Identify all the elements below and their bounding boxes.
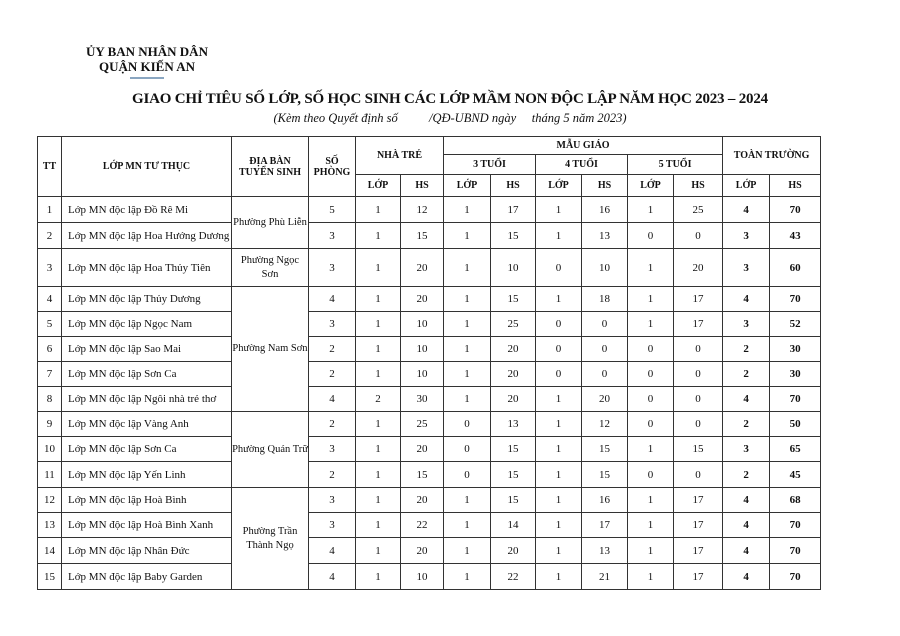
cell-tot-lop: 4 bbox=[723, 513, 770, 538]
header-kindergarten: MẪU GIÁO bbox=[444, 137, 723, 155]
cell-tot-hs: 70 bbox=[770, 564, 821, 590]
table-row bbox=[38, 337, 821, 362]
issuing-agency bbox=[62, 44, 232, 79]
cell-t5-hs: 17 bbox=[674, 564, 723, 590]
cell-t3-hs: 25 bbox=[491, 312, 536, 337]
cell-t5-hs: 17 bbox=[674, 287, 723, 312]
cell-nt-hs: 15 bbox=[401, 223, 444, 249]
cell-tot-lop: 4 bbox=[723, 564, 770, 590]
cell-t4-hs: 20 bbox=[582, 387, 628, 412]
cell-t4-lop: 1 bbox=[536, 287, 582, 312]
cell-tt: 8 bbox=[38, 387, 62, 412]
cell-t3-lop: 1 bbox=[444, 538, 491, 564]
cell-t3-hs: 15 bbox=[491, 223, 536, 249]
cell-tt: 4 bbox=[38, 287, 62, 312]
cell-nt-hs: 10 bbox=[401, 362, 444, 387]
cell-t3-lop: 1 bbox=[444, 197, 491, 223]
cell-t3-lop: 1 bbox=[444, 337, 491, 362]
header-class-name: LỚP MN TƯ THỤC bbox=[62, 137, 232, 197]
cell-nt-lop: 1 bbox=[356, 312, 401, 337]
header-tt: TT bbox=[38, 137, 62, 197]
cell-t5-lop: 0 bbox=[628, 462, 674, 488]
cell-area: Phường Trần Thành Ngọ bbox=[232, 488, 309, 590]
cell-t4-hs: 10 bbox=[582, 249, 628, 287]
cell-nt-lop: 2 bbox=[356, 387, 401, 412]
header-age4-lop: LỚP bbox=[536, 175, 582, 197]
cell-class-name: Lớp MN độc lập Ngôi nhà trẻ thơ bbox=[62, 387, 232, 412]
cell-t3-hs: 10 bbox=[491, 249, 536, 287]
cell-t3-lop: 1 bbox=[444, 287, 491, 312]
cell-nt-hs: 25 bbox=[401, 412, 444, 437]
cell-t5-lop: 1 bbox=[628, 197, 674, 223]
header-age5-hs: HS bbox=[674, 175, 723, 197]
cell-t3-hs: 20 bbox=[491, 337, 536, 362]
cell-nt-lop: 1 bbox=[356, 412, 401, 437]
cell-nt-hs: 22 bbox=[401, 513, 444, 538]
cell-nt-hs: 10 bbox=[401, 564, 444, 590]
cell-t5-lop: 0 bbox=[628, 337, 674, 362]
cell-t4-hs: 21 bbox=[582, 564, 628, 590]
cell-t4-lop: 1 bbox=[536, 488, 582, 513]
cell-rooms: 4 bbox=[309, 564, 356, 590]
cell-t4-hs: 15 bbox=[582, 462, 628, 488]
agency-line-1: ỦY BAN NHÂN DÂN bbox=[86, 44, 208, 59]
header-age-5: 5 TUỔI bbox=[628, 155, 723, 175]
cell-tt: 14 bbox=[38, 538, 62, 564]
cell-nt-hs: 20 bbox=[401, 287, 444, 312]
header-nursery-lop: LỚP bbox=[356, 175, 401, 197]
header-age3-hs: HS bbox=[491, 175, 536, 197]
cell-rooms: 4 bbox=[309, 387, 356, 412]
cell-t3-hs: 13 bbox=[491, 412, 536, 437]
cell-tt: 7 bbox=[38, 362, 62, 387]
cell-t3-hs: 15 bbox=[491, 437, 536, 462]
cell-t5-hs: 17 bbox=[674, 312, 723, 337]
cell-t5-lop: 0 bbox=[628, 223, 674, 249]
header-age4-hs: HS bbox=[582, 175, 628, 197]
cell-t5-hs: 0 bbox=[674, 337, 723, 362]
cell-class-name: Lớp MN độc lập Sao Mai bbox=[62, 337, 232, 362]
cell-t5-lop: 0 bbox=[628, 412, 674, 437]
cell-t5-lop: 0 bbox=[628, 387, 674, 412]
cell-tt: 15 bbox=[38, 564, 62, 590]
table-row bbox=[38, 488, 821, 513]
cell-class-name: Lớp MN độc lập Sơn Ca bbox=[62, 437, 232, 462]
table-body bbox=[38, 197, 821, 590]
cell-t4-lop: 1 bbox=[536, 538, 582, 564]
cell-tot-lop: 4 bbox=[723, 197, 770, 223]
cell-nt-lop: 1 bbox=[356, 488, 401, 513]
header-rooms: SỐ PHÒNG bbox=[309, 137, 356, 197]
document-title: GIAO CHỈ TIÊU SỐ LỚP, SỐ HỌC SINH CÁC LỚP MẦM NON ĐỘC LẬP NĂM HỌC 2023 – 2024 bbox=[132, 91, 768, 107]
cell-rooms: 3 bbox=[309, 223, 356, 249]
cell-t3-lop: 1 bbox=[444, 488, 491, 513]
cell-t3-hs: 20 bbox=[491, 538, 536, 564]
cell-t5-lop: 0 bbox=[628, 362, 674, 387]
cell-rooms: 2 bbox=[309, 337, 356, 362]
cell-nt-hs: 10 bbox=[401, 337, 444, 362]
cell-t4-lop: 1 bbox=[536, 513, 582, 538]
cell-t5-lop: 1 bbox=[628, 564, 674, 590]
cell-tot-hs: 65 bbox=[770, 437, 821, 462]
cell-nt-hs: 12 bbox=[401, 197, 444, 223]
cell-t4-lop: 0 bbox=[536, 312, 582, 337]
cell-t3-lop: 1 bbox=[444, 513, 491, 538]
cell-t4-lop: 1 bbox=[536, 564, 582, 590]
cell-t5-hs: 17 bbox=[674, 538, 723, 564]
cell-t3-lop: 1 bbox=[444, 362, 491, 387]
cell-t5-hs: 17 bbox=[674, 488, 723, 513]
cell-class-name: Lớp MN độc lập Sơn Ca bbox=[62, 362, 232, 387]
cell-t5-hs: 0 bbox=[674, 223, 723, 249]
table-row bbox=[38, 437, 821, 462]
cell-nt-lop: 1 bbox=[356, 513, 401, 538]
cell-tot-hs: 45 bbox=[770, 462, 821, 488]
cell-t3-hs: 15 bbox=[491, 488, 536, 513]
cell-t4-lop: 1 bbox=[536, 437, 582, 462]
cell-t5-lop: 1 bbox=[628, 488, 674, 513]
cell-t5-hs: 17 bbox=[674, 513, 723, 538]
header-nursery: NHÀ TRẺ bbox=[356, 137, 444, 175]
cell-t3-lop: 0 bbox=[444, 462, 491, 488]
cell-tot-lop: 4 bbox=[723, 287, 770, 312]
table-row bbox=[38, 513, 821, 538]
cell-tot-hs: 30 bbox=[770, 337, 821, 362]
cell-nt-lop: 1 bbox=[356, 538, 401, 564]
cell-t3-lop: 1 bbox=[444, 387, 491, 412]
cell-nt-hs: 20 bbox=[401, 488, 444, 513]
table-row bbox=[38, 462, 821, 488]
cell-t4-lop: 1 bbox=[536, 387, 582, 412]
header-age3-lop: LỚP bbox=[444, 175, 491, 197]
cell-nt-hs: 30 bbox=[401, 387, 444, 412]
cell-t4-hs: 0 bbox=[582, 337, 628, 362]
cell-nt-lop: 1 bbox=[356, 223, 401, 249]
cell-tot-hs: 70 bbox=[770, 513, 821, 538]
cell-nt-hs: 20 bbox=[401, 437, 444, 462]
cell-tt: 12 bbox=[38, 488, 62, 513]
quota-table bbox=[37, 136, 821, 590]
cell-nt-hs: 15 bbox=[401, 462, 444, 488]
cell-t3-lop: 1 bbox=[444, 564, 491, 590]
cell-tot-hs: 60 bbox=[770, 249, 821, 287]
cell-tot-lop: 3 bbox=[723, 223, 770, 249]
cell-rooms: 4 bbox=[309, 538, 356, 564]
cell-tt: 10 bbox=[38, 437, 62, 462]
cell-tot-lop: 4 bbox=[723, 387, 770, 412]
cell-nt-lop: 1 bbox=[356, 564, 401, 590]
cell-rooms: 4 bbox=[309, 287, 356, 312]
header-total-lop: LỚP bbox=[723, 175, 770, 197]
cell-nt-hs: 10 bbox=[401, 312, 444, 337]
cell-t4-hs: 16 bbox=[582, 197, 628, 223]
agency-line-2: QUẬN KIẾN AN bbox=[98, 59, 196, 74]
cell-tot-lop: 2 bbox=[723, 412, 770, 437]
cell-t4-hs: 17 bbox=[582, 513, 628, 538]
cell-t4-hs: 18 bbox=[582, 287, 628, 312]
cell-t5-lop: 1 bbox=[628, 249, 674, 287]
cell-tot-lop: 2 bbox=[723, 337, 770, 362]
cell-nt-lop: 1 bbox=[356, 437, 401, 462]
table-row bbox=[38, 538, 821, 564]
table-row bbox=[38, 249, 821, 287]
cell-tot-lop: 4 bbox=[723, 538, 770, 564]
cell-t3-lop: 1 bbox=[444, 312, 491, 337]
cell-tt: 2 bbox=[38, 223, 62, 249]
cell-t5-hs: 0 bbox=[674, 362, 723, 387]
table-row bbox=[38, 223, 821, 249]
table-row bbox=[38, 564, 821, 590]
header-area: ĐỊA BÀN TUYỂN SINH bbox=[232, 137, 309, 197]
header-total-hs: HS bbox=[770, 175, 821, 197]
cell-area: Phường Quán Trữ bbox=[232, 412, 309, 488]
cell-t4-lop: 0 bbox=[536, 337, 582, 362]
cell-tot-hs: 70 bbox=[770, 287, 821, 312]
cell-nt-hs: 20 bbox=[401, 249, 444, 287]
cell-class-name: Lớp MN độc lập Yến Linh bbox=[62, 462, 232, 488]
cell-tot-hs: 50 bbox=[770, 412, 821, 437]
cell-rooms: 3 bbox=[309, 249, 356, 287]
cell-t5-hs: 0 bbox=[674, 412, 723, 437]
cell-nt-lop: 1 bbox=[356, 249, 401, 287]
table-row bbox=[38, 287, 821, 312]
header-age-3: 3 TUỔI bbox=[444, 155, 536, 175]
cell-nt-hs: 20 bbox=[401, 538, 444, 564]
table-row bbox=[38, 312, 821, 337]
cell-rooms: 2 bbox=[309, 362, 356, 387]
cell-class-name: Lớp MN độc lập Đồ Rê Mi bbox=[62, 197, 232, 223]
cell-area: Phường Nam Sơn bbox=[232, 287, 309, 412]
cell-t3-hs: 15 bbox=[491, 462, 536, 488]
cell-tot-hs: 70 bbox=[770, 538, 821, 564]
table-row bbox=[38, 387, 821, 412]
cell-rooms: 3 bbox=[309, 488, 356, 513]
cell-class-name: Lớp MN độc lập Hoa Thủy Tiên bbox=[62, 249, 232, 287]
cell-nt-lop: 1 bbox=[356, 337, 401, 362]
cell-tot-hs: 43 bbox=[770, 223, 821, 249]
cell-tot-hs: 70 bbox=[770, 197, 821, 223]
cell-tt: 6 bbox=[38, 337, 62, 362]
cell-tot-lop: 2 bbox=[723, 462, 770, 488]
header-age-4: 4 TUỔI bbox=[536, 155, 628, 175]
cell-tot-lop: 3 bbox=[723, 249, 770, 287]
cell-tot-hs: 68 bbox=[770, 488, 821, 513]
cell-tt: 11 bbox=[38, 462, 62, 488]
cell-t3-hs: 22 bbox=[491, 564, 536, 590]
cell-area: Phường Phù Liễn bbox=[232, 197, 309, 249]
cell-t4-lop: 1 bbox=[536, 412, 582, 437]
cell-t4-hs: 13 bbox=[582, 223, 628, 249]
cell-tot-lop: 3 bbox=[723, 437, 770, 462]
cell-rooms: 3 bbox=[309, 312, 356, 337]
cell-class-name: Lớp MN độc lập Hoa Hướng Dương bbox=[62, 223, 232, 249]
cell-t4-hs: 0 bbox=[582, 362, 628, 387]
cell-t4-hs: 0 bbox=[582, 312, 628, 337]
table-row bbox=[38, 412, 821, 437]
cell-nt-lop: 1 bbox=[356, 197, 401, 223]
cell-t4-hs: 15 bbox=[582, 437, 628, 462]
table-header bbox=[38, 137, 821, 197]
cell-tt: 13 bbox=[38, 513, 62, 538]
cell-tot-hs: 70 bbox=[770, 387, 821, 412]
cell-t4-hs: 12 bbox=[582, 412, 628, 437]
cell-rooms: 3 bbox=[309, 437, 356, 462]
cell-nt-lop: 1 bbox=[356, 462, 401, 488]
cell-tt: 3 bbox=[38, 249, 62, 287]
cell-rooms: 5 bbox=[309, 197, 356, 223]
cell-class-name: Lớp MN độc lập Baby Garden bbox=[62, 564, 232, 590]
cell-t4-hs: 13 bbox=[582, 538, 628, 564]
cell-t3-lop: 0 bbox=[444, 412, 491, 437]
header-school-total: TOÀN TRƯỜNG bbox=[723, 137, 821, 175]
cell-t4-lop: 1 bbox=[536, 197, 582, 223]
cell-t5-hs: 15 bbox=[674, 437, 723, 462]
cell-class-name: Lớp MN độc lập Thủy Dương bbox=[62, 287, 232, 312]
cell-t3-hs: 15 bbox=[491, 287, 536, 312]
cell-t5-hs: 20 bbox=[674, 249, 723, 287]
cell-area: Phường Ngọc Sơn bbox=[232, 249, 309, 287]
cell-t5-lop: 1 bbox=[628, 287, 674, 312]
cell-tot-hs: 52 bbox=[770, 312, 821, 337]
cell-t3-hs: 20 bbox=[491, 387, 536, 412]
table-row bbox=[38, 197, 821, 223]
cell-t4-hs: 16 bbox=[582, 488, 628, 513]
document-subtitle: (Kèm theo Quyết định số /QĐ-UBND ngày tháng 5 năm 2023) bbox=[273, 111, 627, 125]
cell-rooms: 2 bbox=[309, 462, 356, 488]
cell-tt: 5 bbox=[38, 312, 62, 337]
agency-underline bbox=[130, 77, 164, 79]
cell-nt-lop: 1 bbox=[356, 362, 401, 387]
table-row bbox=[38, 362, 821, 387]
cell-class-name: Lớp MN độc lập Vàng Anh bbox=[62, 412, 232, 437]
header-nursery-hs: HS bbox=[401, 175, 444, 197]
cell-t5-lop: 1 bbox=[628, 437, 674, 462]
cell-class-name: Lớp MN độc lập Nhân Đức bbox=[62, 538, 232, 564]
cell-t3-hs: 17 bbox=[491, 197, 536, 223]
cell-class-name: Lớp MN độc lập Hoà Bình Xanh bbox=[62, 513, 232, 538]
cell-tot-hs: 30 bbox=[770, 362, 821, 387]
cell-t4-lop: 1 bbox=[536, 462, 582, 488]
cell-t4-lop: 0 bbox=[536, 362, 582, 387]
cell-tot-lop: 2 bbox=[723, 362, 770, 387]
cell-tot-lop: 4 bbox=[723, 488, 770, 513]
cell-t4-lop: 0 bbox=[536, 249, 582, 287]
cell-t5-lop: 1 bbox=[628, 538, 674, 564]
cell-t5-hs: 0 bbox=[674, 387, 723, 412]
cell-t5-lop: 1 bbox=[628, 513, 674, 538]
cell-t3-lop: 1 bbox=[444, 223, 491, 249]
cell-t3-lop: 0 bbox=[444, 437, 491, 462]
cell-tt: 1 bbox=[38, 197, 62, 223]
cell-t5-hs: 0 bbox=[674, 462, 723, 488]
cell-class-name: Lớp MN độc lập Hoà Bình bbox=[62, 488, 232, 513]
cell-rooms: 3 bbox=[309, 513, 356, 538]
cell-tt: 9 bbox=[38, 412, 62, 437]
cell-rooms: 2 bbox=[309, 412, 356, 437]
header-age5-lop: LỚP bbox=[628, 175, 674, 197]
cell-t5-hs: 25 bbox=[674, 197, 723, 223]
cell-t3-hs: 14 bbox=[491, 513, 536, 538]
cell-tot-lop: 3 bbox=[723, 312, 770, 337]
cell-t5-lop: 1 bbox=[628, 312, 674, 337]
cell-t3-hs: 20 bbox=[491, 362, 536, 387]
cell-t3-lop: 1 bbox=[444, 249, 491, 287]
cell-class-name: Lớp MN độc lập Ngọc Nam bbox=[62, 312, 232, 337]
cell-nt-lop: 1 bbox=[356, 287, 401, 312]
cell-t4-lop: 1 bbox=[536, 223, 582, 249]
